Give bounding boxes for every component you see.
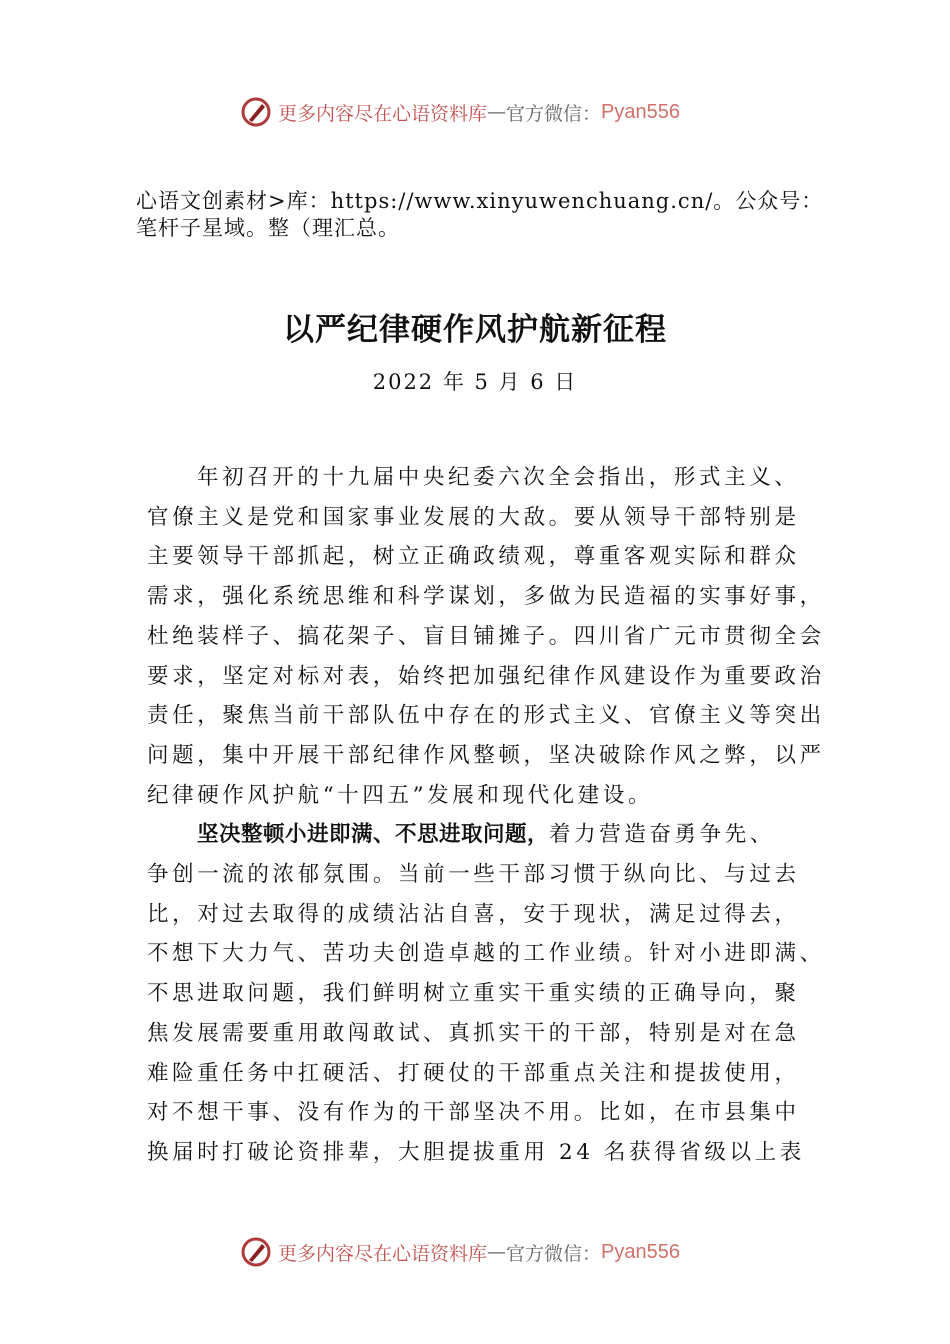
text-line: 责任，聚焦当前干部队伍中存在的形式主义、官僚主义等突出 — [147, 703, 825, 729]
text-line: 不想下大力气、苦功夫创造卓越的工作业绩。针对小进即满、 — [147, 941, 825, 967]
watermark-wechat: 官方微信： — [506, 1242, 602, 1265]
date: 2022 年 5 月 6 日 — [372, 370, 578, 394]
text-line: 纪律硬作风护航“十四五”发展和现代化建设。 — [147, 782, 654, 808]
source-line: 心语文创素材>库：https://www.xinyuwenchuang.cn/。公众号： — [136, 189, 824, 213]
text-line: 对不想干事、没有作为的干部坚决不用。比如，在市县集中 — [147, 1100, 800, 1126]
section-heading: 坚决整顿小进即满、不思进取问题， — [197, 822, 550, 848]
text-line: 主要领导干部抓起，树立正确政绩观，尊重客观实际和群众 — [147, 544, 800, 570]
text-line: 杜绝装样子、搞花架子、盲目铺摊子。四川省广元市贯彻全会 — [147, 623, 825, 649]
watermark-site: 更多内容尽在心语资料库 — [278, 1242, 488, 1265]
text-line: 要求，坚定对标对表，始终把加强纪律作风建设作为重要政治 — [147, 663, 825, 689]
text-line: 官僚主义是党和国家事业发展的大敌。要从领导干部特别是 — [147, 504, 800, 530]
text-line: 年初召开的十九届中央纪委六次全会指出，形式主义、 — [197, 465, 800, 490]
source-line: 笔杆子星域。整（理汇总。 — [136, 216, 400, 240]
watermark-wechat: 官方微信： — [506, 102, 602, 125]
text-line: 争创一流的浓郁氛围。当前一些干部习惯于纵向比、与过去 — [147, 862, 800, 888]
text-line: 焦发展需要重用敢闯敢试、真抓实干的干部，特别是对在急 — [147, 1020, 800, 1046]
page-title: 以严纪律硬作风护航新征程 — [283, 312, 667, 348]
pen-logo-icon — [240, 96, 272, 128]
pen-logo-icon — [240, 1236, 272, 1268]
text-line: 问题，集中开展干部纪律作风整顿，坚决破除作风之弊，以严 — [147, 742, 825, 768]
text-line — [147, 815, 825, 855]
text-line: 比，对过去取得的成绩沾沾自喜，安于现状，满足过得去， — [147, 901, 800, 927]
text-line: 难险重任务中扛硬活、打硬仗的干部重点关注和提拔使用， — [147, 1060, 800, 1086]
watermark-footer — [240, 1236, 680, 1268]
watermark-id: Pyan556 — [601, 1240, 680, 1263]
text-span: 着力营造奋勇争先、 — [549, 822, 775, 848]
text-line: 不思进取问题，我们鲜明树立重实干重实绩的正确导向，聚 — [147, 981, 800, 1007]
watermark-header — [240, 96, 680, 128]
body-text — [147, 458, 825, 1173]
source-note — [136, 188, 823, 242]
text-line: 需求，强化系统思维和科学谋划，多做为民造福的实事好事， — [147, 584, 825, 610]
watermark-id: Pyan556 — [601, 100, 680, 123]
watermark-sep: — — [487, 1241, 507, 1263]
watermark-site: 更多内容尽在心语资料库 — [278, 102, 488, 125]
watermark-sep: — — [487, 101, 507, 123]
text-line: 换届时打破论资排辈，大胆提拔重用 24 名获得省级以上表 — [147, 1139, 805, 1165]
